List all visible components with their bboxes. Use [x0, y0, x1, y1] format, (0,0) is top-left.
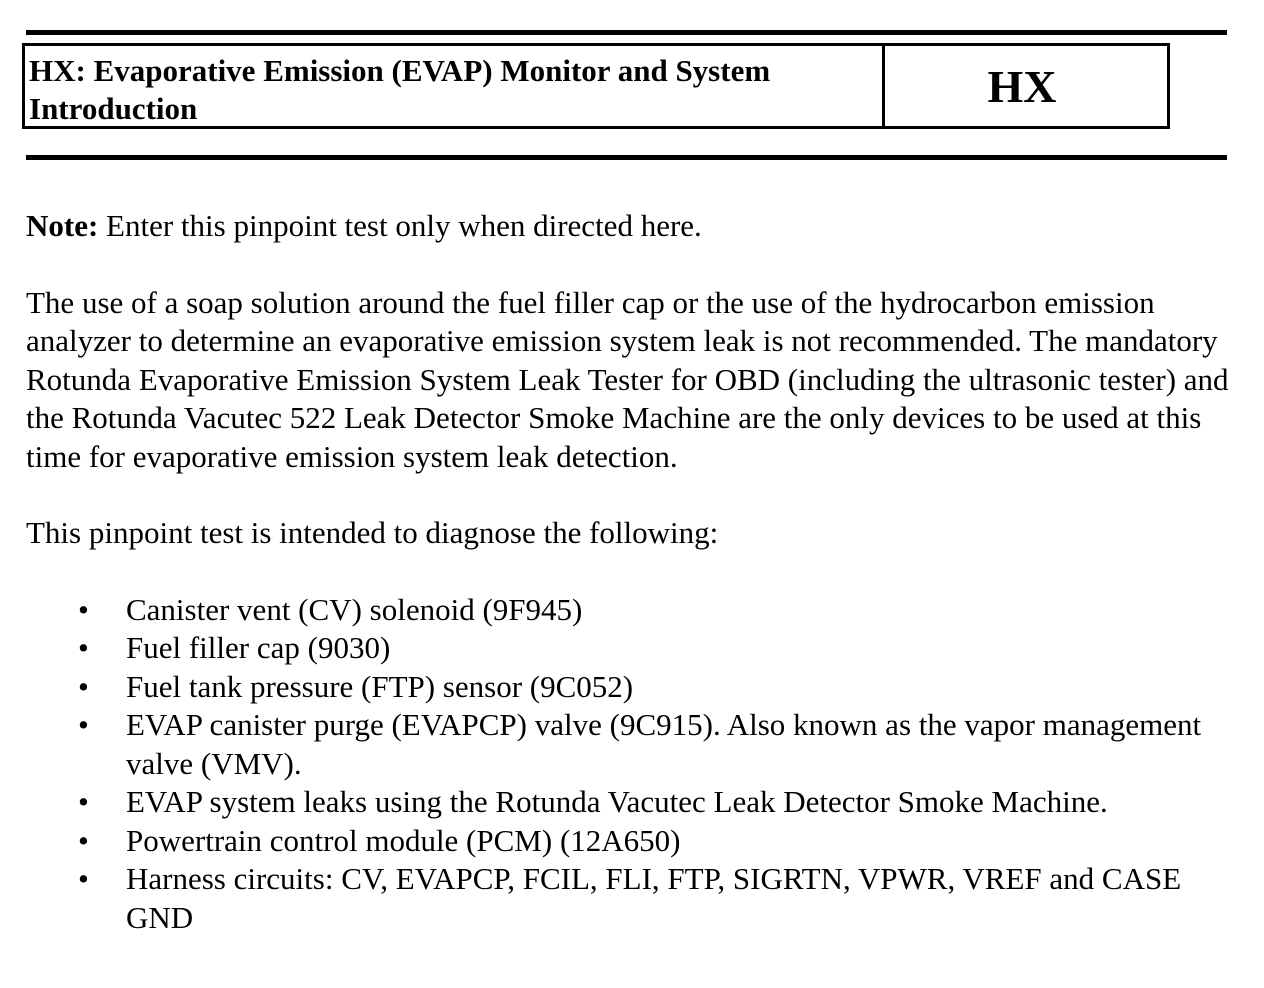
list-item: [26, 591, 1241, 630]
diagnosis-list: [26, 591, 1241, 938]
body-paragraph: The use of a soap solution around the fuel filler cap or the use of the hydrocarbon emission analyzer to determine an evaporative emission system leak is not recommended. The mandatory Rotunda Evaporative Emission System Leak Tester for OBD (including the ultrasonic tester) and the Rotunda Vacutec 522 Leak Detector Smoke Machine are the only devices to be used at this time for evaporative emission system leak detection.: [26, 284, 1229, 474]
list-item: [26, 668, 1241, 707]
bullet-icon: •: [78, 630, 89, 665]
list-item-text: EVAP canister purge (EVAPCP) valve (9C915). Also known as the vapor management valve (VMV).: [126, 707, 1202, 781]
note-paragraph: [26, 207, 1241, 246]
bullet-icon: •: [78, 822, 89, 858]
list-intro: This pinpoint test is intended to diagnose the following:: [26, 515, 719, 550]
list-item-text: Fuel tank pressure (FTP) sensor (9C052): [126, 668, 634, 704]
bullet-icon: •: [78, 707, 89, 742]
list-item: [26, 822, 1241, 861]
bullet-icon: •: [78, 668, 89, 704]
bullet-icon: •: [78, 784, 89, 819]
list-item: [26, 629, 1241, 668]
list-item-text: Harness circuits: CV, EVAPCP, FCIL, FLI, FTP, SIGRTN, VPWR, VREF and CASE GND: [126, 861, 1182, 935]
bullet-icon: •: [78, 861, 89, 896]
list-item-text: EVAP system leaks using the Rotunda Vacutec Leak Detector Smoke Machine.: [126, 784, 1108, 819]
list-item: [26, 706, 1241, 783]
bottom-rule: [26, 155, 1227, 160]
list-item-text: Fuel filler cap (9030): [126, 630, 391, 665]
list-item-text: Powertrain control module (PCM) (12A650): [126, 822, 681, 858]
section-header: [22, 43, 1170, 129]
list-item-text: Canister vent (CV) solenoid (9F945): [126, 591, 583, 627]
note-label: Note:: [26, 208, 99, 243]
bullet-icon: •: [78, 591, 89, 627]
section-code: HX: [987, 60, 1057, 112]
note-text: Enter this pinpoint test only when directed here.: [98, 208, 702, 243]
list-item: [26, 783, 1241, 822]
list-item: [26, 860, 1241, 937]
section-title: HX: Evaporative Emission (EVAP) Monitor and System Introduction: [25, 46, 885, 126]
document-body: [26, 207, 1241, 937]
top-rule: [26, 30, 1227, 35]
